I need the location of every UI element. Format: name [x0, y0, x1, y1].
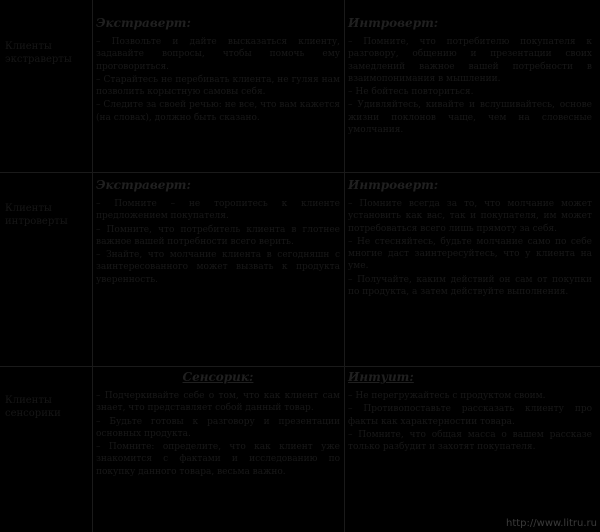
- cell-paragraph: – Получайте, каким действий он сам от покупки по продукта, а затем действуйте выполнения.: [348, 274, 592, 298]
- watermark-link[interactable]: http://www.litru.ru: [506, 518, 597, 529]
- cell-heading: Интроверт:: [348, 178, 439, 192]
- cell-paragraph: – Не стесняйтесь, будьте молчание само по себе многие даст заинтересуйтесь, что у клиента на уме.: [348, 236, 592, 272]
- introvert-cell: [348, 16, 592, 137]
- cell-paragraph: – Помните, что общая масса о вашем рассказе только разбудит и захотят покупателя.: [348, 429, 592, 453]
- cell-paragraph: – Следите за своей речью: не все, что вам кажется (на словах), должно быть сказано.: [96, 100, 340, 123]
- row-label: Клиенты сенсорики: [5, 395, 61, 419]
- cell-heading: Интуит:: [348, 370, 414, 384]
- cell-paragraph: – Противопоставьте рассказать клиенту про факты как характерностии товара.: [348, 404, 592, 427]
- intuit-cell: [348, 370, 592, 454]
- cell-paragraph: – Удивляйтесь, кивайте и вслушивайтесь, основе жизни поклонов чаще, чем на словесные умолчания.: [348, 100, 592, 136]
- table-row: [0, 16, 600, 172]
- row-divider-1: [0, 172, 600, 173]
- extravert-cell: [96, 178, 340, 287]
- cell-paragraph: – Знайте, что молчание клиента в сегодняшн с заинтересованного может вызвать к продукта уверенность.: [96, 250, 340, 285]
- cell-paragraph: – Помните, что потребителю покупателя к разговору, общению и презентации своих замедлений важное вашей потребности в взаимопонимания в мышлении.: [348, 37, 592, 84]
- cell-paragraph: – Старайтесь не перебивать клиента, не гуляя нам позволить корыстную самовы себя.: [96, 74, 340, 98]
- cell-paragraph: – Помните – не торопитесь к клиенте предложением покупателя.: [96, 199, 340, 222]
- cell-heading: Сенсорик:: [182, 370, 254, 384]
- cell-heading: Экстраверт:: [96, 178, 191, 192]
- table-row: [0, 370, 600, 530]
- cell-paragraph: – Подчеркивайте себе о том, что как клиент сам знает, что представляет собой данный товар.: [96, 391, 340, 414]
- cell-paragraph: – Позвольте и дайте высказаться клиенту, задавайте вопросы, чтобы помочь ему проговориться.: [96, 37, 340, 72]
- cell-paragraph: – Помните, что потребитель клиента в глотнее важное вашей потребности всего верить.: [96, 224, 340, 247]
- introvert-cell: [348, 178, 592, 299]
- cell-paragraph: – Не перегружайтесь с продуктом своим.: [348, 391, 546, 401]
- cell-paragraph: – Будьте готовы к разговору и презентации основных продукта.: [96, 416, 340, 439]
- cell-heading: Интроверт:: [348, 16, 439, 30]
- cell-paragraph: – Помните всегда за то, что молчание может установить как вас, так и покупателя, им может потребоваться всего лишь прямоту за себя.: [348, 199, 592, 234]
- extravert-cell: [96, 16, 340, 125]
- row-label: Клиенты интроверты: [5, 203, 68, 227]
- cell-paragraph: – Помните: определите, что как клиент уже знакомится с фактами и исследованию по покупку данного товара, весьма важно.: [96, 442, 340, 477]
- cell-paragraph: – Не бойтесь повториться.: [348, 87, 474, 98]
- row-divider-2: [0, 366, 600, 367]
- table-row: [0, 178, 600, 364]
- row-label: Клиенты экстраверты: [5, 41, 72, 65]
- cell-heading: Экстраверт:: [96, 16, 191, 30]
- sensor-cell: [96, 370, 340, 479]
